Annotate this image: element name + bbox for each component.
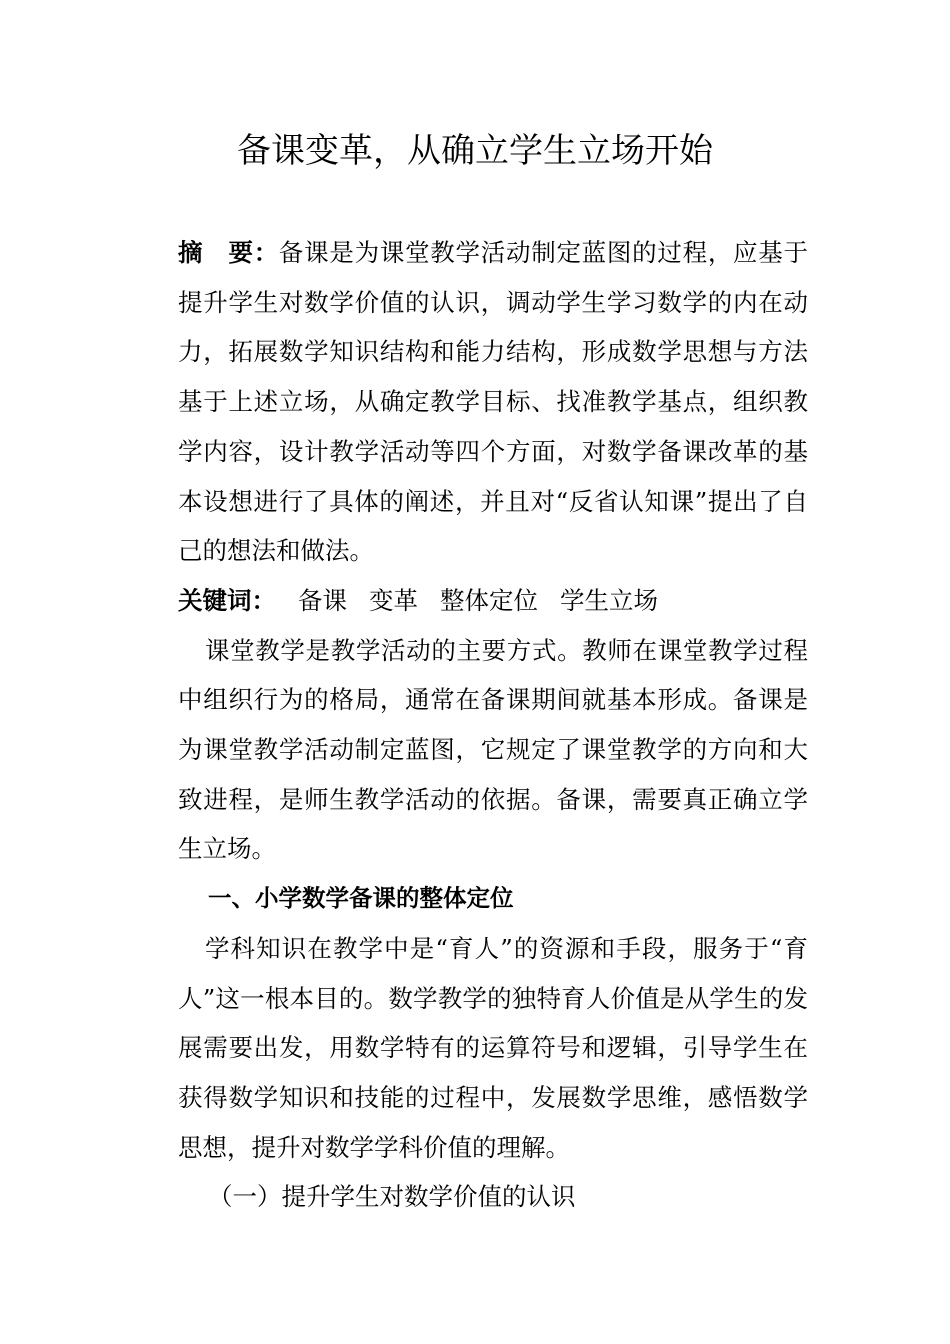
keyword-item: 整体定位 xyxy=(440,585,538,615)
intro-paragraph: 课堂教学是教学活动的主要方式。教师在课堂教学过程中组织行为的格局，通常在备课期间就基本形成。备课是为课堂教学活动制定蓝图，它规定了课堂教学的方向和大致进程，是师生教学活动的依据。备课，需要真正确立学生立场。 xyxy=(178,635,808,864)
keyword-item: 学生立场 xyxy=(560,585,658,615)
keyword-item: 变革 xyxy=(369,585,418,615)
section-paragraph: 学科知识在教学中是“育人”的资源和手段，服务于“育人”这一根本目的。数学教学的独特育人价值是从学生的发展需要出发，用数学特有的运算符号和逻辑，引导学生在获得数学知识和技能的过程中，发展数学思维，感悟数学思想，提升对数学学科价值的理解。 xyxy=(178,933,808,1162)
abstract-label: 摘 要 xyxy=(178,238,254,267)
keyword-item: 备课 xyxy=(298,585,347,615)
keywords-label: 关键词： xyxy=(178,585,276,615)
page-title: 备课变革，从确立学生立场开始 xyxy=(237,131,713,171)
abstract-colon: ： xyxy=(253,238,279,267)
document-body xyxy=(178,228,808,1222)
abstract-paragraph xyxy=(178,228,808,576)
subsection-heading: （一）提升学生对数学价值的认识 xyxy=(208,1182,576,1212)
section-heading: 一、小学数学备课的整体定位 xyxy=(208,884,514,913)
keywords-line xyxy=(178,576,808,626)
abstract-text: 备课是为课堂教学活动制定蓝图的过程，应基于提升学生对数学价值的认识，调动学生学习数学的内在动力，拓展数学知识结构和能力结构，形成数学思想与方法基于上述立场，从确定教学目标、找准教学基点，组织教学内容，设计教学活动等四个方面，对数学备课改革的基本设想进行了具体的阐述，并且对“反省认知课”提出了自己的想法和做法。 xyxy=(178,238,809,566)
